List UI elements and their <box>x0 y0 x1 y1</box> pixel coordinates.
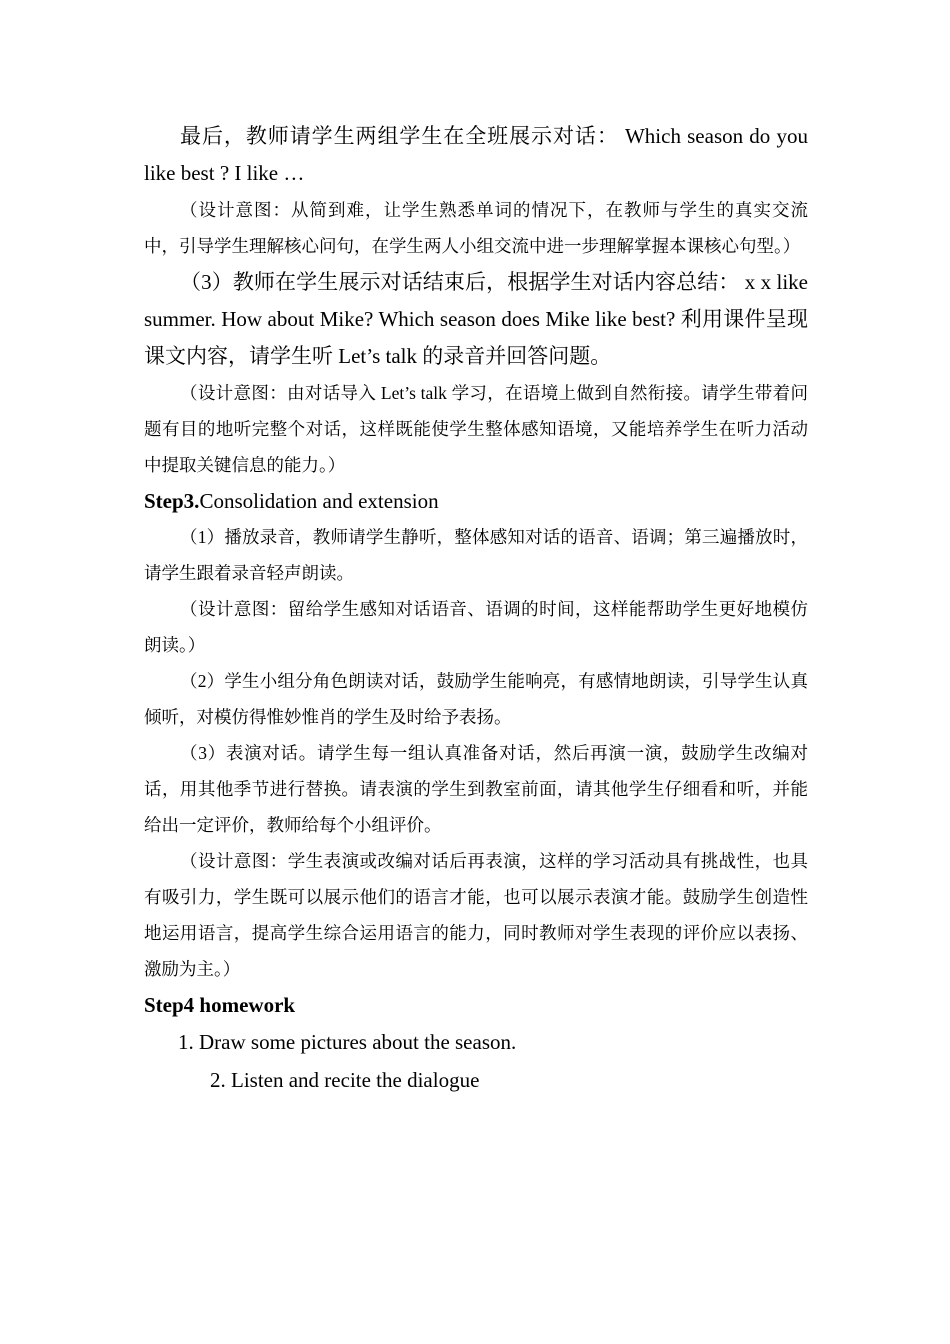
paragraph-play-recording: （1）播放录音，教师请学生静听，整体感知对话的语音、语调；第三遍播放时，请学生跟着录音轻声朗读。 <box>144 527 808 583</box>
step3-label: Step3. <box>144 489 200 513</box>
homework-item-1: 1. Draw some pictures about the season. <box>178 1030 517 1054</box>
paragraph-design-intent-1: （设计意图：从简到难，让学生熟悉单词的情况下，在教师与学生的真实交流中，引导学生理解核心问句，在学生两人小组交流中进一步理解掌握本课核心句型。） <box>144 200 808 256</box>
paragraph-teacher-summary: （3）教师在学生展示对话结束后，根据学生对话内容总结： x x like summer. How about Mike? Which season does Mike like best? 利用课件呈现课文内容，请学生听 Let’s talk 的录音并回答问题。 <box>144 270 808 368</box>
paragraph-design-intent-2: （设计意图：由对话导入 Let’s talk 学习，在语境上做到自然衔接。请学生带着问题有目的地听完整个对话，这样既能使学生整体感知语境，又能培养学生在听力活动中提取关键信息的能力。） <box>144 383 808 475</box>
step4-title: Step4 homework <box>144 993 296 1017</box>
step3-heading <box>144 483 808 519</box>
step4-heading <box>144 987 808 1023</box>
paragraph-perform-dialogue: （3）表演对话。请学生每一组认真准备对话，然后再演一演，鼓励学生改编对话，用其他季节进行替换。请表演的学生到教室前面，请其他学生仔细看和听，并能给出一定评价，教师给每个小组评价。 <box>144 743 808 835</box>
paragraph-role-reading: （2）学生小组分角色朗读对话，鼓励学生能响亮，有感情地朗读，引导学生认真倾听，对模仿得惟妙惟肖的学生及时给予表扬。 <box>144 671 808 727</box>
paragraph-design-intent-4: （设计意图：学生表演或改编对话后再表演，这样的学习活动具有挑战性，也具有吸引力，学生既可以展示他们的语言才能，也可以展示表演才能。鼓励学生创造性地运用语言，提高学生综合运用语言的能力，同时教师对学生表现的评价应以表扬、激励为主。） <box>144 851 808 979</box>
paragraph-design-intent-3: （设计意图：留给学生感知对话语音、语调的时间，这样能帮助学生更好地模仿朗读。） <box>144 599 808 655</box>
homework-item-2: 2. Listen and recite the dialogue <box>210 1068 480 1092</box>
step3-title: Consolidation and extension <box>199 489 439 513</box>
document-page <box>144 118 808 1099</box>
paragraph-dialogue-show: 最后，教师请学生两组学生在全班展示对话： Which season do you like best ? I like … <box>144 124 808 185</box>
